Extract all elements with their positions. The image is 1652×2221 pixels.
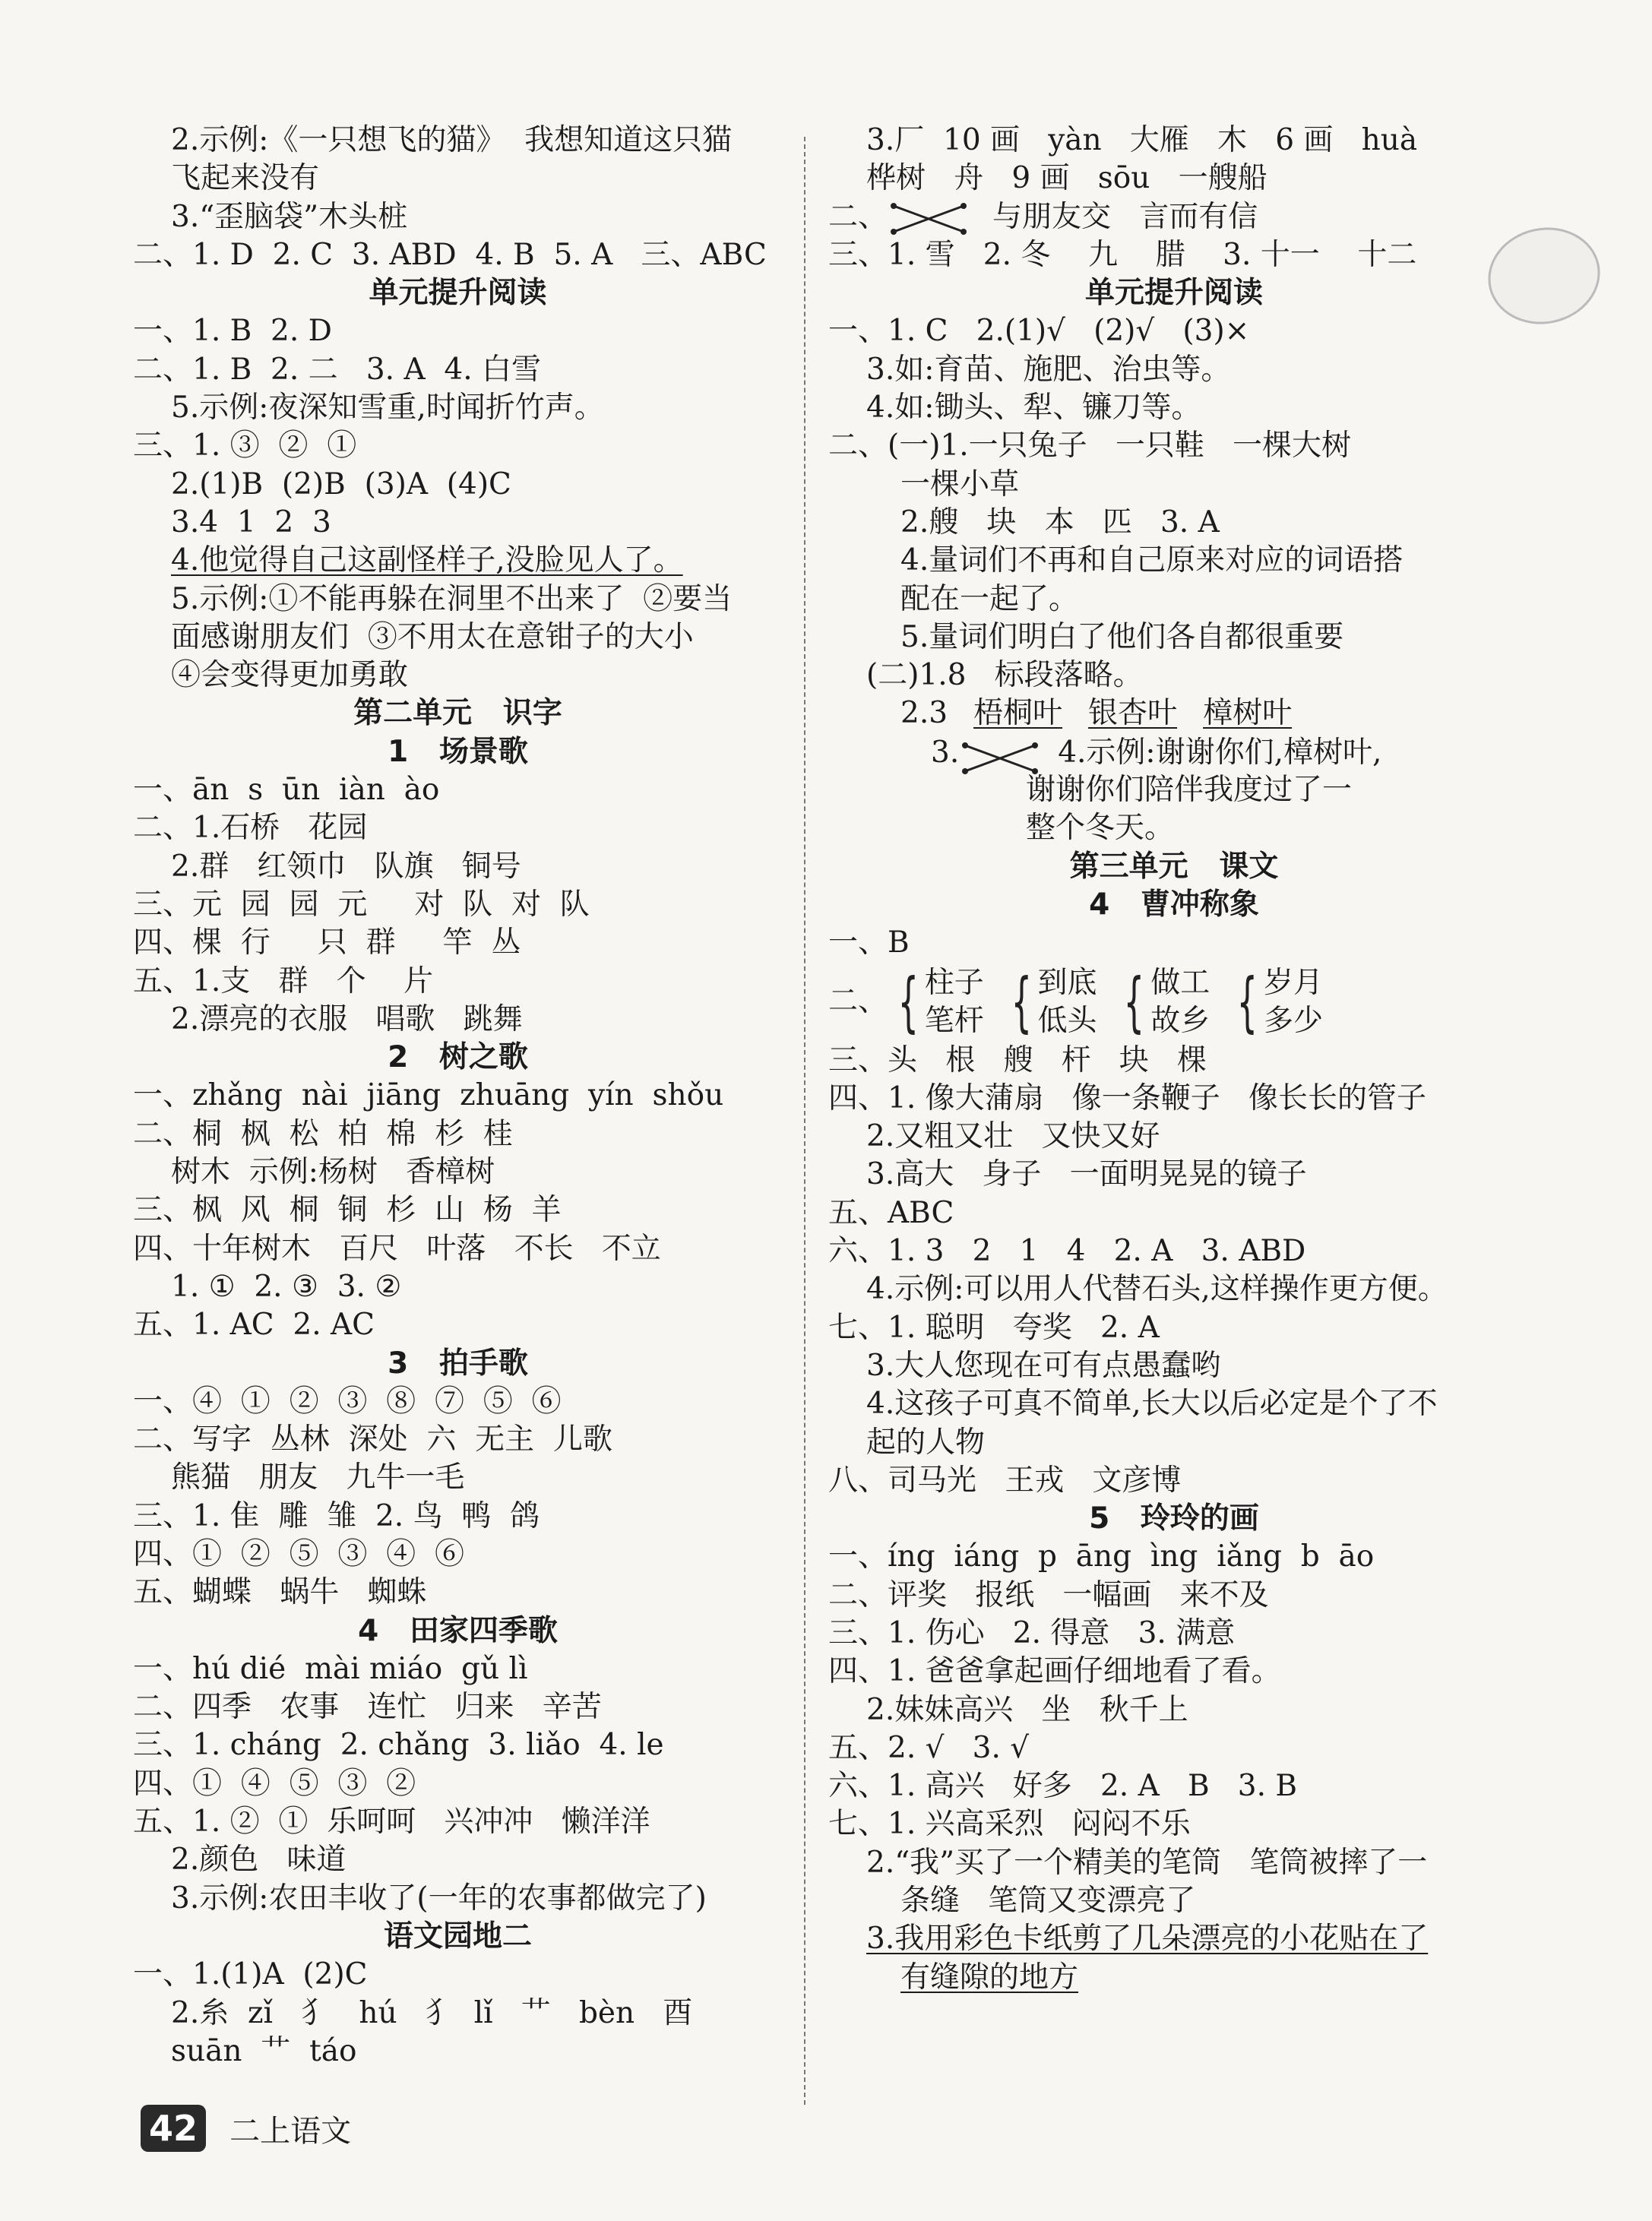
- left-line: [133, 122, 783, 160]
- answer-text: 一棵小草: [900, 467, 1020, 501]
- right-line: [828, 351, 1520, 389]
- brace-icon: {: [1236, 963, 1258, 1040]
- right-line: [828, 542, 1520, 580]
- answer-text: 一、hú dié mài miáo gǔ lì: [133, 1651, 528, 1686]
- left-line: [133, 1077, 783, 1115]
- answer-text: 3.大人您现在可有点愚蠢哟: [866, 1348, 1221, 1383]
- answer-text: 1. ① 2. ③ 3. ②: [171, 1269, 402, 1304]
- left-line: [133, 1383, 783, 1421]
- underlined-answer: 4.他觉得自己这副怪样子,没脸见人了。: [171, 543, 683, 578]
- brace-word: 柱子: [924, 965, 984, 1000]
- book-label: 二上语文: [229, 2113, 352, 2149]
- right-line: [828, 1959, 1520, 1997]
- answer-text: 三、1. 雪 2. 冬 九 腊 3. 十一 十二: [828, 237, 1417, 272]
- left-line: [133, 656, 783, 694]
- page-number: 42: [141, 2105, 206, 2152]
- brace-group: [1113, 964, 1210, 1040]
- right-line: [828, 236, 1520, 274]
- brace-group: [888, 964, 984, 1040]
- left-column: [133, 122, 783, 2071]
- answer-text: 5.示例:夜深知雪重,时闻折竹声。: [171, 391, 604, 426]
- left-line: [133, 427, 783, 465]
- right-line: [828, 1729, 1520, 1767]
- answer-text: 桦树 舟 9 画 sōu 一艘船: [866, 161, 1267, 196]
- right-line: [828, 1577, 1520, 1615]
- right-line: [828, 1462, 1520, 1500]
- left-line: [133, 1153, 783, 1191]
- right-line: [828, 198, 1520, 236]
- brace-group: [1001, 964, 1097, 1040]
- left-line: [133, 886, 783, 924]
- answer-text: 2.妹妹高兴 坐 秋千上: [866, 1692, 1188, 1727]
- matching-lines-icon: [959, 741, 1043, 776]
- answer-text: 3.示例:农田丰收了(一年的农事都做完了): [171, 1881, 707, 1916]
- answer-text: 二、1. D 2. C 3. ABD 4. B 5. A 三、ABC: [133, 237, 767, 272]
- answer-text: 五、蝴蝶 蜗牛 蜘蛛: [133, 1575, 427, 1610]
- right-line: [828, 1691, 1520, 1729]
- right-line: [828, 1653, 1520, 1691]
- left-line: [133, 1880, 783, 1918]
- left-line: [133, 1230, 783, 1268]
- question-prefix: 二、: [828, 984, 888, 1019]
- left-line: [133, 1115, 783, 1153]
- left-line: [133, 312, 783, 350]
- right-line: [828, 1920, 1520, 1958]
- answer-text: 三、1. 伤心 2. 得意 3. 满意: [828, 1615, 1236, 1650]
- answer-text: 4.量词们不再和自己原来对应的词语搭: [900, 543, 1404, 578]
- right-line: [828, 733, 1520, 771]
- answer-text: 五、2. √ 3. √: [828, 1730, 1030, 1765]
- right-line: [828, 886, 1520, 924]
- left-line: [133, 274, 783, 312]
- right-line: [828, 122, 1520, 160]
- left-line: [133, 963, 783, 1001]
- left-line: [133, 1688, 783, 1726]
- right-line: [828, 1500, 1520, 1538]
- right-line: [828, 619, 1520, 656]
- right-line: [828, 466, 1520, 504]
- left-line: [133, 351, 783, 389]
- answer-text: 4 田家四季歌: [358, 1613, 558, 1648]
- answer-text: 3.“歪脑袋”木头桩: [171, 199, 408, 234]
- answer-text: 4.如:锄头、犁、镰刀等。: [866, 391, 1201, 426]
- underlined-answer: 3.我用彩色卡纸剪了几朵漂亮的小花贴在了: [866, 1922, 1429, 1957]
- answer-text: 2.群 红领巾 队旗 铜号: [171, 849, 521, 884]
- answer-text: 熊猫 朋友 九牛一毛: [171, 1460, 465, 1495]
- right-line: [828, 312, 1520, 350]
- left-line: [133, 466, 783, 504]
- answer-text: 3.如:育苗、施肥、治虫等。: [866, 352, 1231, 387]
- answer-text: 2.3: [900, 696, 948, 731]
- answer-text: 四、1. 爸爸拿起画仔细地看了看。: [828, 1654, 1281, 1689]
- answer-text: 5 玲玲的画: [1089, 1501, 1259, 1536]
- right-line: [828, 1615, 1520, 1653]
- right-line: [828, 963, 1520, 1042]
- left-line: [133, 924, 783, 962]
- answer-text: 2.糸 zǐ 犭 hú 犭 lǐ 艹 bèn 酉: [171, 1995, 693, 2030]
- right-line: [828, 1538, 1520, 1576]
- answer-text: 七、1. 聪明 夸奖 2. A: [828, 1310, 1160, 1345]
- right-line: [828, 1118, 1520, 1156]
- answer-text: 2.颜色 味道: [171, 1843, 347, 1878]
- answer-text: 2.艘 块 本 匹 3. A: [900, 505, 1220, 539]
- answer-text: 4 曹冲称象: [1089, 887, 1259, 922]
- right-line: [828, 1270, 1520, 1308]
- left-line: [133, 1841, 783, 1879]
- left-line: [133, 694, 783, 732]
- brace-word: 到底: [1037, 965, 1097, 1000]
- left-line: [133, 809, 783, 847]
- answer-text: 2.示例:《一只想飞的猫》 我想知道这只猫: [171, 123, 733, 157]
- answer-text: 4.示例:可以用人代替石头,这样操作更方便。: [866, 1272, 1448, 1307]
- left-line: [133, 1918, 783, 1956]
- right-line: [828, 1080, 1520, 1118]
- answer-text: suān 艹 táo: [171, 2033, 357, 2068]
- answer-text: 五、ABC: [828, 1195, 954, 1230]
- brace-word: 低头: [1037, 1003, 1097, 1038]
- answer-text: 二、四季 农事 连忙 归来 辛苦: [133, 1690, 602, 1725]
- brace-word: 故乡: [1150, 1003, 1211, 1038]
- answer-text: 1 场景歌: [388, 734, 528, 769]
- answer-text: 八、司马光 王戎 文彦博: [828, 1463, 1182, 1498]
- answer-text: 一、1. C 2.(1)√ (2)√ (3)×: [828, 314, 1250, 349]
- answer-text: 整个冬天。: [1026, 811, 1175, 846]
- right-line: [828, 1309, 1520, 1347]
- right-line: [828, 581, 1520, 619]
- left-line: [133, 1574, 783, 1612]
- left-line: [133, 1306, 783, 1344]
- left-line: [133, 619, 783, 656]
- right-line: [828, 1156, 1520, 1194]
- right-line: [828, 504, 1520, 542]
- brace-icon: {: [1011, 963, 1032, 1040]
- left-line: [133, 1191, 783, 1229]
- right-line: [828, 274, 1520, 312]
- answer-text: 二、1. B 2. 二 3. A 4. 白雪: [133, 352, 542, 387]
- left-line: [133, 1536, 783, 1574]
- answer-text: 2.“我”买了一个精美的笔筒 笔筒被摔了一: [866, 1845, 1428, 1880]
- left-line: [133, 1345, 783, 1383]
- answer-text: 五、1. ② ① 乐呵呵 兴冲冲 懒洋洋: [133, 1805, 650, 1840]
- underlined-answer: 梧桐叶: [973, 696, 1063, 731]
- answer-text: 七、1. 兴高采烈 闷闷不乐: [828, 1807, 1191, 1842]
- answer-text: 四、十年树木 百尺 叶落 不长 不立: [133, 1231, 661, 1266]
- answer-text: 2.(1)B (2)B (3)A (4)C: [171, 467, 511, 501]
- answer-text: 第三单元 课文: [1069, 849, 1279, 884]
- answer-text: 单元提升阅读: [369, 276, 547, 311]
- left-line: [133, 504, 783, 542]
- answer-text: 4.示例:谢谢你们,樟树叶,: [1058, 735, 1382, 770]
- left-line: [133, 198, 783, 236]
- right-line: [828, 1194, 1520, 1232]
- left-line: [133, 1765, 783, 1803]
- brace-group: [1226, 964, 1323, 1040]
- answer-text: 谢谢你们陪伴我度过了一: [1026, 773, 1353, 808]
- brace-icon: {: [1124, 963, 1145, 1040]
- answer-text: 二、1.石桥 花园: [133, 811, 368, 846]
- answer-text: 配在一起了。: [900, 581, 1079, 616]
- answer-text: 三、头 根 艘 杆 块 棵: [828, 1042, 1207, 1077]
- answer-text: 二、桐 枫 松 柏 棉 杉 桂: [133, 1116, 513, 1151]
- answer-text: 5.量词们明白了他们各自都很重要: [900, 619, 1344, 654]
- answer-text: (二)1.8 标段落略。: [866, 658, 1143, 693]
- answer-text: 第二单元 识字: [353, 696, 562, 731]
- brace-icon: {: [897, 963, 919, 1040]
- answer-text: 5.示例:①不能再躲在洞里不出来了 ②要当: [171, 581, 733, 616]
- matching-lines-icon: [888, 201, 971, 236]
- underlined-answer: 银杏叶: [1088, 696, 1178, 731]
- left-line: [133, 542, 783, 580]
- answer-text: 一、íng iáng p āng ìng iǎng b āo: [828, 1539, 1375, 1574]
- left-line: [133, 1803, 783, 1841]
- left-line: [133, 1459, 783, 1497]
- right-line: [828, 656, 1520, 694]
- answer-text: 面感谢朋友们 ③不用太在意钳子的大小: [171, 619, 694, 654]
- answer-text: 2.又粗又壮 又快又好: [866, 1119, 1160, 1154]
- brace-word: 做工: [1150, 965, 1211, 1000]
- right-line: [828, 1805, 1520, 1843]
- left-line: [133, 1039, 783, 1077]
- right-line: [828, 1347, 1520, 1385]
- answer-text: 4.这孩子可真不简单,长大以后必定是个了不: [866, 1387, 1438, 1422]
- answer-text: 3.4 1 2 3: [171, 505, 331, 539]
- answer-text: 二、写字 丛林 深处 六 无主 儿歌: [133, 1422, 612, 1457]
- left-line: [133, 771, 783, 809]
- right-line: [828, 694, 1520, 732]
- answer-text: 语文园地二: [383, 1919, 532, 1954]
- right-line: [828, 1882, 1520, 1920]
- answer-text: 二、(一)1.一只兔子 一只鞋 一棵大树: [828, 429, 1352, 463]
- right-line: [828, 1385, 1520, 1423]
- answer-text: 单元提升阅读: [1084, 276, 1263, 311]
- column-divider: [804, 137, 805, 2105]
- answer-text: 一、④ ① ② ③ ⑧ ⑦ ⑤ ⑥: [133, 1384, 562, 1419]
- left-line: [133, 1995, 783, 2033]
- underlined-answer: 樟树叶: [1203, 696, 1293, 731]
- left-line: [133, 1650, 783, 1688]
- left-line: [133, 848, 783, 886]
- answer-text: 四、① ④ ⑤ ③ ②: [133, 1766, 416, 1801]
- right-line: [828, 771, 1520, 809]
- answer-text: 三、1. 隹 雕 雏 2. 鸟 鸭 鸽: [133, 1498, 540, 1533]
- answer-text: 四、① ② ⑤ ③ ④ ⑥: [133, 1536, 464, 1571]
- answer-text: 三、枫 风 桐 铜 杉 山 杨 羊: [133, 1193, 562, 1228]
- right-line: [828, 1042, 1520, 1080]
- answer-text: 三、1. ③ ② ①: [133, 429, 357, 463]
- answer-text: ④会变得更加勇敢: [171, 658, 409, 693]
- brace-groups: [888, 964, 1340, 1040]
- answer-text: 五、1.支 群 个 片: [133, 963, 434, 998]
- underlined-answer: 有缝隙的地方: [900, 1960, 1079, 1995]
- answer-text: 三、元 园 园 元 对 队 对 队: [133, 887, 590, 922]
- left-line: [133, 581, 783, 619]
- answer-text: 树木 示例:杨树 香樟树: [171, 1155, 495, 1190]
- right-line: [828, 848, 1520, 886]
- answer-text: 四、1. 像大蒲扇 像一条鞭子 像长长的管子: [828, 1080, 1426, 1115]
- left-line: [133, 389, 783, 427]
- left-line: [133, 1001, 783, 1039]
- left-line: [133, 1726, 783, 1764]
- left-line: [133, 2033, 783, 2071]
- answer-text: 一、1.(1)A (2)C: [133, 1957, 368, 1992]
- left-line: [133, 733, 783, 771]
- answer-text: 四、棵 行 只 群 竿 丛: [133, 925, 521, 960]
- answer-text: 飞起来没有: [171, 161, 320, 196]
- brace-word: 岁月: [1263, 965, 1323, 1000]
- left-line: [133, 236, 783, 274]
- question-prefix: 二、: [828, 199, 888, 234]
- left-line: [133, 1421, 783, 1459]
- answer-text: 五、1. AC 2. AC: [133, 1308, 375, 1343]
- right-line: [828, 1844, 1520, 1882]
- right-line: [828, 1232, 1520, 1270]
- answer-text: 起的人物: [866, 1425, 986, 1460]
- answer-text: 与朋友交 言而有信: [992, 199, 1258, 234]
- page-footer: [141, 2105, 351, 2166]
- right-line: [828, 809, 1520, 847]
- left-line: [133, 1268, 783, 1306]
- answer-text: 二、评奖 报纸 一幅画 来不及: [828, 1577, 1269, 1612]
- left-line: [133, 1498, 783, 1536]
- right-line: [828, 427, 1520, 465]
- left-line: [133, 1612, 783, 1650]
- brace-word: 笔杆: [924, 1003, 984, 1038]
- answer-text: 一、B: [828, 925, 910, 960]
- answer-text: 一、1. B 2. D: [133, 314, 332, 349]
- answer-text: 3.高大 身子 一面明晃晃的镜子: [866, 1157, 1307, 1192]
- right-line: [828, 924, 1520, 962]
- left-line: [133, 1956, 783, 1994]
- answer-text: 3.厂 10 画 yàn 大雁 木 6 画 huà: [866, 123, 1418, 157]
- answer-text: 3 拍手歌: [388, 1346, 528, 1381]
- right-line: [828, 1424, 1520, 1462]
- answer-text: 六、1. 高兴 好多 2. A B 3. B: [828, 1769, 1298, 1804]
- answer-text: 2 树之歌: [388, 1040, 528, 1075]
- answer-text: 三、1. cháng 2. chǎng 3. liǎo 4. le: [133, 1728, 664, 1763]
- right-column: [828, 122, 1520, 1997]
- left-line: [133, 160, 783, 198]
- answer-text: 2.漂亮的衣服 唱歌 跳舞: [171, 1001, 523, 1036]
- answer-text: 一、zhǎng nài jiāng zhuāng yín shǒu: [133, 1078, 724, 1113]
- right-line: [828, 1767, 1520, 1805]
- answer-text: 条缝 笔筒又变漂亮了: [900, 1884, 1196, 1919]
- answer-text: 六、1. 3 2 1 4 2. A 3. ABD: [828, 1234, 1306, 1269]
- brace-word: 多少: [1263, 1003, 1323, 1038]
- answer-text: 一、ān s ūn iàn ào: [133, 773, 440, 808]
- right-line: [828, 389, 1520, 427]
- right-line: [828, 160, 1520, 198]
- question-prefix: 3.: [931, 735, 960, 770]
